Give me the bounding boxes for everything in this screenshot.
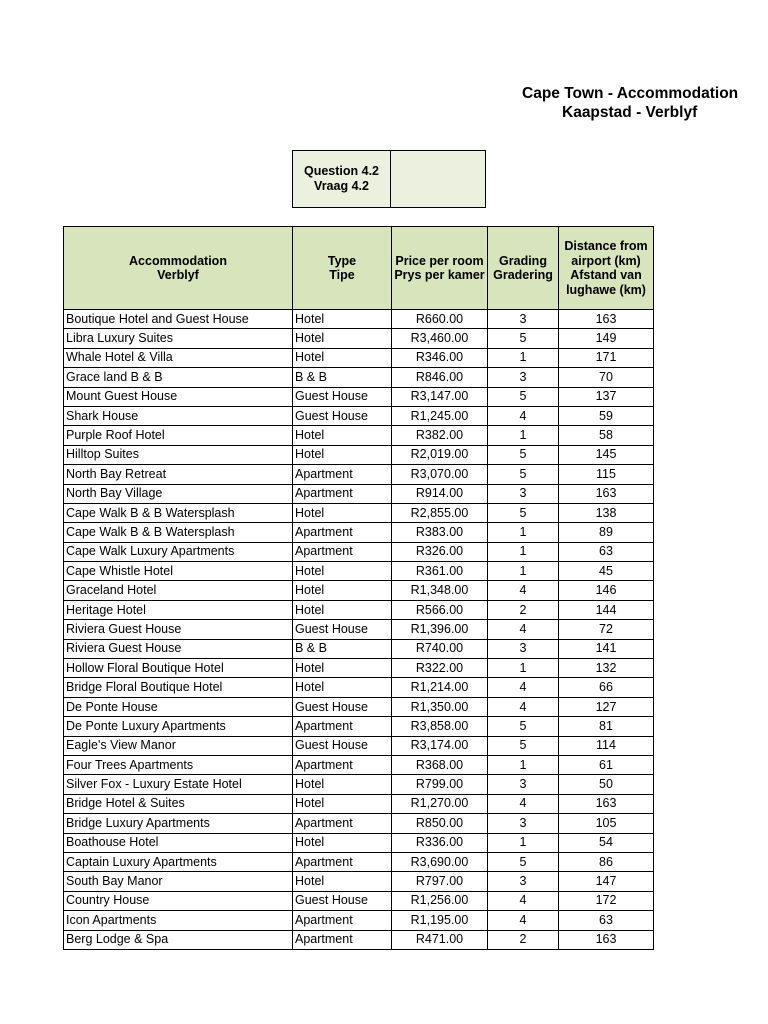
header-grading[interactable]: [488, 227, 559, 310]
cell-price[interactable]: R797.00: [392, 872, 488, 891]
cell-accommodation[interactable]: Silver Fox - Luxury Estate Hotel: [64, 775, 293, 794]
cell-price[interactable]: R3,858.00: [392, 717, 488, 736]
cell-price[interactable]: R336.00: [392, 833, 488, 852]
cell-grading[interactable]: 3: [488, 775, 559, 794]
cell-price[interactable]: R1,256.00: [392, 891, 488, 910]
cell-type[interactable]: B & B: [293, 639, 392, 658]
cell-type[interactable]: Hotel: [293, 562, 392, 581]
question-answer-cell[interactable]: [391, 150, 486, 208]
table-row: [64, 620, 654, 639]
cell-distance[interactable]: 114: [559, 736, 654, 755]
cell-accommodation[interactable]: Libra Luxury Suites: [64, 329, 293, 348]
cell-grading[interactable]: 1: [488, 426, 559, 445]
cell-price[interactable]: R850.00: [392, 814, 488, 833]
cell-accommodation[interactable]: Bridge Hotel & Suites: [64, 794, 293, 813]
cell-price[interactable]: R3,174.00: [392, 736, 488, 755]
cell-distance[interactable]: 115: [559, 465, 654, 484]
cell-grading[interactable]: 1: [488, 523, 559, 542]
cell-distance[interactable]: 70: [559, 368, 654, 387]
cell-price[interactable]: R1,396.00: [392, 620, 488, 639]
cell-price[interactable]: R382.00: [392, 426, 488, 445]
cell-grading[interactable]: 1: [488, 755, 559, 774]
cell-price[interactable]: R326.00: [392, 542, 488, 561]
question-box: [292, 150, 486, 208]
cell-distance[interactable]: 59: [559, 406, 654, 425]
cell-accommodation[interactable]: Purple Roof Hotel: [64, 426, 293, 445]
cell-price[interactable]: R3,070.00: [392, 465, 488, 484]
header-accommodation[interactable]: [64, 227, 293, 310]
header-type-af: Tipe: [329, 268, 355, 282]
cell-distance[interactable]: 172: [559, 891, 654, 910]
table-row: [64, 891, 654, 910]
table-row: [64, 387, 654, 406]
cell-grading[interactable]: 5: [488, 387, 559, 406]
cell-accommodation[interactable]: Cape Whistle Hotel: [64, 562, 293, 581]
document-title: [440, 82, 739, 126]
cell-type[interactable]: Hotel: [293, 659, 392, 678]
cell-accommodation[interactable]: Hilltop Suites: [64, 445, 293, 464]
table-row: [64, 523, 654, 542]
cell-price[interactable]: R322.00: [392, 659, 488, 678]
table-row: [64, 368, 654, 387]
cell-distance[interactable]: 137: [559, 387, 654, 406]
cell-distance[interactable]: 141: [559, 639, 654, 658]
cell-distance[interactable]: 163: [559, 310, 654, 329]
cell-type[interactable]: Apartment: [293, 911, 392, 930]
cell-grading[interactable]: 2: [488, 930, 559, 949]
table-row: [64, 562, 654, 581]
cell-type[interactable]: Hotel: [293, 329, 392, 348]
cell-price[interactable]: R1,195.00: [392, 911, 488, 930]
cell-price[interactable]: R1,350.00: [392, 697, 488, 716]
table-row: [64, 503, 654, 522]
cell-distance[interactable]: 144: [559, 600, 654, 619]
table-row: [64, 717, 654, 736]
cell-distance[interactable]: 171: [559, 348, 654, 367]
cell-distance[interactable]: 149: [559, 329, 654, 348]
header-grading-af: Gradering: [493, 268, 553, 282]
cell-price[interactable]: R1,348.00: [392, 581, 488, 600]
header-price-af: Prys per kamer: [394, 268, 485, 282]
cell-accommodation[interactable]: Graceland Hotel: [64, 581, 293, 600]
cell-type[interactable]: Apartment: [293, 523, 392, 542]
cell-grading[interactable]: 2: [488, 600, 559, 619]
table-header-row: [64, 227, 654, 310]
table-row: [64, 406, 654, 425]
header-accommodation-af: Verblyf: [157, 268, 199, 282]
cell-distance[interactable]: 105: [559, 814, 654, 833]
cell-accommodation[interactable]: De Ponte Luxury Apartments: [64, 717, 293, 736]
cell-type[interactable]: Apartment: [293, 852, 392, 871]
cell-accommodation[interactable]: Bridge Floral Boutique Hotel: [64, 678, 293, 697]
header-distance-af: Afstand van lughawe (km): [566, 268, 646, 297]
table-row: [64, 310, 654, 329]
cell-price[interactable]: R2,855.00: [392, 503, 488, 522]
cell-grading[interactable]: 1: [488, 348, 559, 367]
cell-grading[interactable]: 5: [488, 445, 559, 464]
cell-accommodation[interactable]: Mount Guest House: [64, 387, 293, 406]
title-line-afrikaans: Kaapstad - Verblyf: [562, 104, 698, 121]
cell-grading[interactable]: 4: [488, 581, 559, 600]
cell-type[interactable]: Hotel: [293, 872, 392, 891]
cell-grading[interactable]: 5: [488, 717, 559, 736]
table-row: [64, 833, 654, 852]
cell-price[interactable]: R2,019.00: [392, 445, 488, 464]
cell-grading[interactable]: 1: [488, 659, 559, 678]
cell-distance[interactable]: 89: [559, 523, 654, 542]
cell-accommodation[interactable]: De Ponte House: [64, 697, 293, 716]
cell-price[interactable]: R3,460.00: [392, 329, 488, 348]
accommodation-table: [63, 226, 654, 950]
cell-distance[interactable]: 138: [559, 503, 654, 522]
table-row: [64, 872, 654, 891]
table-row: [64, 426, 654, 445]
cell-grading[interactable]: 5: [488, 852, 559, 871]
cell-grading[interactable]: 4: [488, 406, 559, 425]
cell-distance[interactable]: 163: [559, 484, 654, 503]
cell-distance[interactable]: 86: [559, 852, 654, 871]
header-price-en: Price per room: [395, 253, 484, 268]
cell-distance[interactable]: 145: [559, 445, 654, 464]
table-row: [64, 639, 654, 658]
cell-type[interactable]: Apartment: [293, 755, 392, 774]
cell-accommodation[interactable]: Eagle's View Manor: [64, 736, 293, 755]
cell-accommodation[interactable]: Icon Apartments: [64, 911, 293, 930]
table-row: [64, 600, 654, 619]
cell-grading[interactable]: 4: [488, 891, 559, 910]
cell-distance[interactable]: 54: [559, 833, 654, 852]
header-grading-en: Grading: [499, 253, 547, 268]
cell-price[interactable]: R1,245.00: [392, 406, 488, 425]
cell-type[interactable]: Hotel: [293, 426, 392, 445]
table-row: [64, 329, 654, 348]
cell-grading[interactable]: 5: [488, 465, 559, 484]
table-row: [64, 814, 654, 833]
table-row: [64, 581, 654, 600]
header-type-en: Type: [327, 253, 357, 268]
cell-price[interactable]: R3,690.00: [392, 852, 488, 871]
table-row: [64, 659, 654, 678]
cell-accommodation[interactable]: Country House: [64, 891, 293, 910]
cell-price[interactable]: R566.00: [392, 600, 488, 619]
cell-distance[interactable]: 58: [559, 426, 654, 445]
cell-type[interactable]: Apartment: [293, 465, 392, 484]
cell-price[interactable]: R368.00: [392, 755, 488, 774]
cell-price[interactable]: R846.00: [392, 368, 488, 387]
table-row: [64, 542, 654, 561]
cell-grading[interactable]: 4: [488, 620, 559, 639]
cell-grading[interactable]: 3: [488, 872, 559, 891]
cell-price[interactable]: R1,270.00: [392, 794, 488, 813]
cell-accommodation[interactable]: Captain Luxury Apartments: [64, 852, 293, 871]
cell-type[interactable]: Guest House: [293, 891, 392, 910]
cell-distance[interactable]: 50: [559, 775, 654, 794]
cell-type[interactable]: Hotel: [293, 445, 392, 464]
cell-type[interactable]: Hotel: [293, 775, 392, 794]
cell-distance[interactable]: 63: [559, 911, 654, 930]
cell-distance[interactable]: 66: [559, 678, 654, 697]
cell-price[interactable]: R383.00: [392, 523, 488, 542]
table-row: [64, 794, 654, 813]
table-body: [64, 310, 654, 950]
cell-type[interactable]: Guest House: [293, 736, 392, 755]
cell-accommodation[interactable]: Riviera Guest House: [64, 639, 293, 658]
cell-distance[interactable]: 163: [559, 794, 654, 813]
cell-grading[interactable]: 4: [488, 794, 559, 813]
cell-grading[interactable]: 3: [488, 814, 559, 833]
table-row: [64, 755, 654, 774]
header-type[interactable]: [293, 227, 392, 310]
cell-distance[interactable]: 132: [559, 659, 654, 678]
cell-type[interactable]: Hotel: [293, 310, 392, 329]
cell-type[interactable]: Apartment: [293, 542, 392, 561]
cell-price[interactable]: R799.00: [392, 775, 488, 794]
cell-accommodation[interactable]: Cape Walk B & B Watersplash: [64, 523, 293, 542]
title-line-english: Cape Town - Accommodation: [522, 85, 739, 102]
cell-grading[interactable]: 4: [488, 697, 559, 716]
cell-distance[interactable]: 45: [559, 562, 654, 581]
cell-price[interactable]: R3,147.00: [392, 387, 488, 406]
cell-distance[interactable]: 63: [559, 542, 654, 561]
cell-grading[interactable]: 5: [488, 329, 559, 348]
cell-type[interactable]: Guest House: [293, 697, 392, 716]
cell-price[interactable]: R471.00: [392, 930, 488, 949]
cell-type[interactable]: Hotel: [293, 581, 392, 600]
cell-distance[interactable]: 147: [559, 872, 654, 891]
question-label-cell: [292, 150, 391, 208]
cell-grading[interactable]: 1: [488, 833, 559, 852]
cell-grading[interactable]: 5: [488, 503, 559, 522]
cell-accommodation[interactable]: Heritage Hotel: [64, 600, 293, 619]
header-accommodation-en: Accommodation: [129, 253, 227, 268]
cell-type[interactable]: Hotel: [293, 600, 392, 619]
question-label-af: Vraag 4.2: [314, 179, 369, 193]
cell-type[interactable]: Guest House: [293, 406, 392, 425]
cell-accommodation[interactable]: Riviera Guest House: [64, 620, 293, 639]
cell-grading[interactable]: 1: [488, 562, 559, 581]
cell-distance[interactable]: 127: [559, 697, 654, 716]
cell-price[interactable]: R361.00: [392, 562, 488, 581]
question-label-en: Question 4.2: [303, 164, 380, 178]
cell-type[interactable]: Apartment: [293, 484, 392, 503]
cell-accommodation[interactable]: Bridge Luxury Apartments: [64, 814, 293, 833]
cell-accommodation[interactable]: Cape Walk B & B Watersplash: [64, 503, 293, 522]
cell-grading[interactable]: 5: [488, 736, 559, 755]
table-row: [64, 911, 654, 930]
cell-type[interactable]: Hotel: [293, 833, 392, 852]
cell-distance[interactable]: 163: [559, 930, 654, 949]
cell-price[interactable]: R914.00: [392, 484, 488, 503]
cell-accommodation[interactable]: South Bay Manor: [64, 872, 293, 891]
cell-accommodation[interactable]: Berg Lodge & Spa: [64, 930, 293, 949]
cell-price[interactable]: R1,214.00: [392, 678, 488, 697]
cell-price[interactable]: R740.00: [392, 639, 488, 658]
cell-distance[interactable]: 72: [559, 620, 654, 639]
cell-grading[interactable]: 3: [488, 368, 559, 387]
cell-accommodation[interactable]: Hollow Floral Boutique Hotel: [64, 659, 293, 678]
cell-grading[interactable]: 4: [488, 911, 559, 930]
cell-type[interactable]: Hotel: [293, 503, 392, 522]
cell-type[interactable]: B & B: [293, 368, 392, 387]
cell-accommodation[interactable]: Shark House: [64, 406, 293, 425]
cell-accommodation[interactable]: Grace land B & B: [64, 368, 293, 387]
cell-distance[interactable]: 81: [559, 717, 654, 736]
table-row: [64, 697, 654, 716]
cell-type[interactable]: Apartment: [293, 930, 392, 949]
header-distance-en: Distance from airport (km): [564, 239, 648, 268]
table-row: [64, 775, 654, 794]
cell-accommodation[interactable]: Boathouse Hotel: [64, 833, 293, 852]
cell-type[interactable]: Hotel: [293, 348, 392, 367]
header-price[interactable]: [392, 227, 488, 310]
cell-price[interactable]: R346.00: [392, 348, 488, 367]
table-row: [64, 852, 654, 871]
cell-price[interactable]: R660.00: [392, 310, 488, 329]
cell-accommodation[interactable]: Whale Hotel & Villa: [64, 348, 293, 367]
cell-distance[interactable]: 146: [559, 581, 654, 600]
cell-distance[interactable]: 61: [559, 755, 654, 774]
cell-accommodation[interactable]: Boutique Hotel and Guest House: [64, 310, 293, 329]
cell-accommodation[interactable]: North Bay Village: [64, 484, 293, 503]
cell-accommodation[interactable]: Four Trees Apartments: [64, 755, 293, 774]
table-row: [64, 348, 654, 367]
cell-grading[interactable]: 3: [488, 639, 559, 658]
table-row: [64, 445, 654, 464]
cell-accommodation[interactable]: Cape Walk Luxury Apartments: [64, 542, 293, 561]
cell-type[interactable]: Hotel: [293, 794, 392, 813]
table-row: [64, 678, 654, 697]
cell-type[interactable]: Apartment: [293, 814, 392, 833]
cell-type[interactable]: Guest House: [293, 620, 392, 639]
table-row: [64, 930, 654, 949]
table-row: [64, 484, 654, 503]
header-distance[interactable]: [559, 227, 654, 310]
cell-grading[interactable]: 3: [488, 484, 559, 503]
cell-type[interactable]: Guest House: [293, 387, 392, 406]
cell-grading[interactable]: 3: [488, 310, 559, 329]
cell-grading[interactable]: 1: [488, 542, 559, 561]
cell-type[interactable]: Apartment: [293, 717, 392, 736]
cell-type[interactable]: Hotel: [293, 678, 392, 697]
cell-grading[interactable]: 4: [488, 678, 559, 697]
table-row: [64, 736, 654, 755]
table-row: [64, 465, 654, 484]
cell-accommodation[interactable]: North Bay Retreat: [64, 465, 293, 484]
